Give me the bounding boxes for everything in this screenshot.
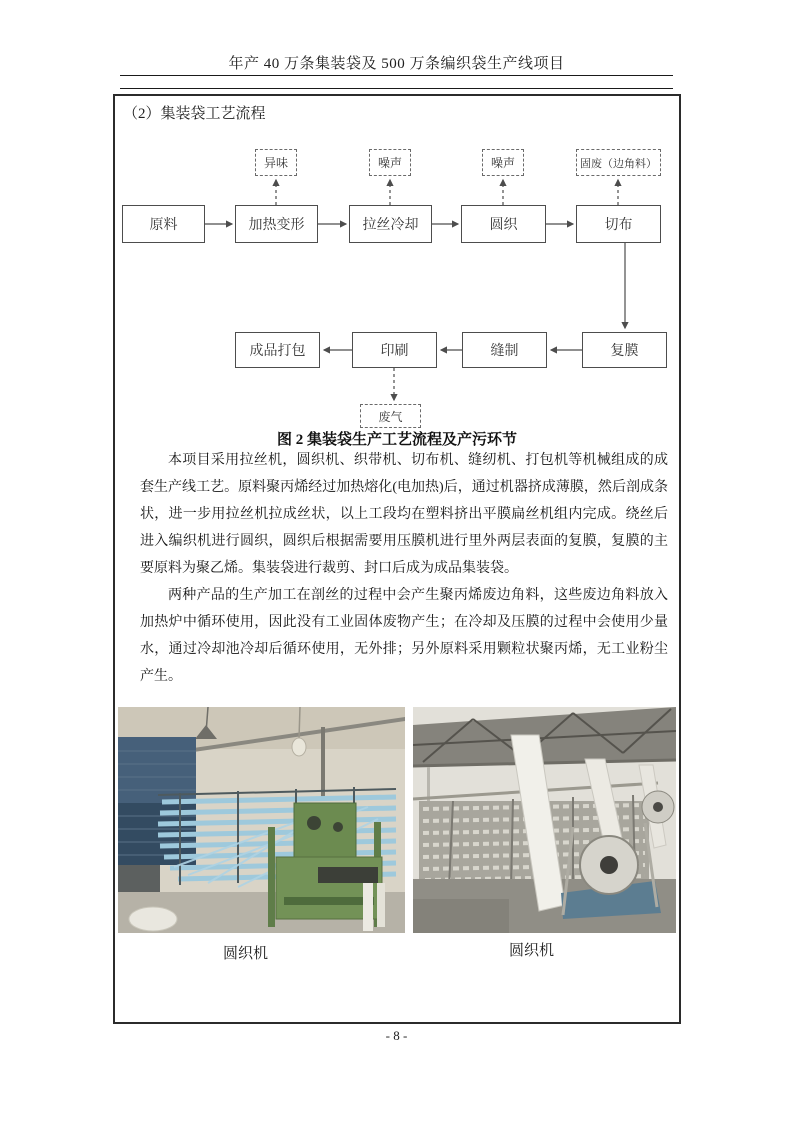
figure-caption: 图 2 集装袋生产工艺流程及产污环节: [276, 432, 517, 448]
workshop-photo-left: [118, 707, 405, 933]
workshop-photo-right-image: [413, 707, 676, 933]
emission-waste-gas: 废气: [360, 404, 421, 428]
flow-step-printing: 印刷: [352, 332, 437, 368]
emission-noise-2: 噪声: [482, 149, 524, 176]
flow-step-cutting: 切布: [576, 205, 661, 243]
flow-step-laminating: 复膜: [582, 332, 667, 368]
page-number: - 8 -: [385, 1028, 408, 1043]
flow-step-sewing: 缝制: [462, 332, 547, 368]
workshop-photo-left-image: [118, 707, 405, 933]
flow-step-heating: 加热变形: [235, 205, 318, 243]
workshop-photo-right: [413, 707, 676, 933]
section-heading: （2）集装袋工艺流程: [123, 106, 266, 122]
paragraph-process-description: 本项目采用拉丝机，圆织机、织带机、切布机、缝纫机、打包机等机械组成的成套生产线工艺。原料聚丙烯经过加热熔化(电加热)后，通过机器挤成薄膜，然后剖成条状，进一步用拉丝机拉成丝状，以上工段均在塑料挤出平膜扁丝机组内完成。绕丝后进入编织机进行圆织，圆织后根据需要用压膜机进行里外两层表面的复膜，复膜的主要原料为聚乙烯。集装袋进行裁剪、封口后成为成品集装袋。: [140, 453, 668, 576]
body-paragraphs: [140, 447, 668, 690]
page-header-title: 年产 40 万条集装袋及 500 万条编织袋生产线项目: [228, 56, 565, 72]
emission-odor: 异味: [255, 149, 297, 176]
header-rule-top: [120, 75, 673, 76]
flow-step-raw-material: 原料: [122, 205, 205, 243]
flow-step-packing: 成品打包: [235, 332, 320, 368]
flow-step-drawing-cooling: 拉丝冷却: [349, 205, 432, 243]
emission-solid-waste: 固废（边角料）: [576, 149, 661, 176]
photo-caption-right: 圆织机: [509, 943, 555, 959]
flow-step-circular-weaving: 圆织: [461, 205, 546, 243]
emission-noise-1: 噪声: [369, 149, 411, 176]
photo-caption-left: 圆织机: [223, 946, 269, 962]
paragraph-waste-description: 两种产品的生产加工在剖丝的过程中会产生聚丙烯废边角料，这些废边角料放入加热炉中循环使用，因此没有工业固体废物产生；在冷却及压膜的过程中会使用少量水，通过冷却池冷却后循环使用，无外排；另外原料采用颗粒状聚丙烯，无工业粉尘产生。: [140, 588, 668, 684]
header-rule-bottom: [120, 88, 673, 89]
